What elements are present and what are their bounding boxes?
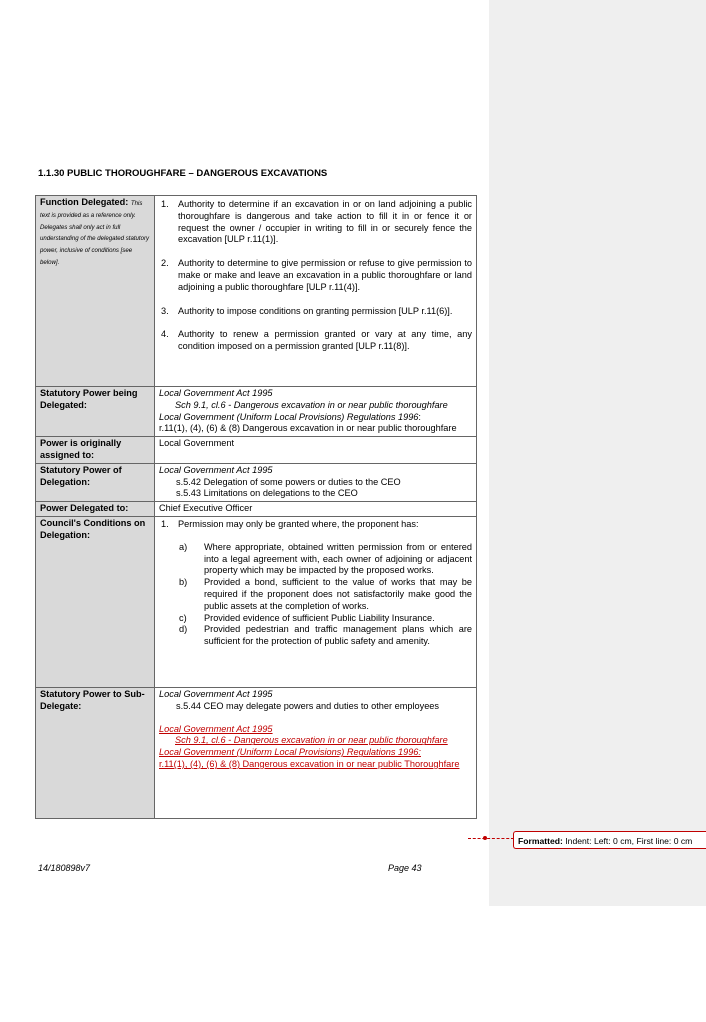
- act-name: Local Government Act 1995: [159, 464, 273, 475]
- balloon-text: Indent: Left: 0 cm, First line: 0 cm: [562, 836, 693, 846]
- list-item: c) Provided evidence of sufficient Public Liability Insurance.: [179, 612, 435, 623]
- statutory-power-label: Statutory Power being Delegated:: [36, 387, 155, 437]
- comment-pane: [489, 0, 706, 906]
- regulations-line: Local Government (Uniform Local Provisions) Regulations 1996:: [159, 411, 421, 422]
- conditions-intro: 1. Permission may only be granted where, the proponent has:: [161, 518, 419, 529]
- sub-delegate-label: Statutory Power to Sub-Delegate:: [36, 687, 155, 818]
- act-name: Local Government Act 1995: [159, 688, 273, 699]
- spacer: [159, 713, 472, 724]
- function-delegated-label: Function Delegated:: [40, 197, 129, 207]
- list-item: a) Where appropriate, obtained written permission from or entered into a legal agreement with, each owner of adjoining or adjacent property which may be impacted by the proposed works.: [179, 541, 472, 576]
- row-function-delegated: [36, 196, 477, 387]
- list-item: d) Provided pedestrian and traffic management plans which are sufficient for the protection of public safety and amenity.: [179, 624, 472, 647]
- tracked-regulations: Local Government (Uniform Local Provisions) Regulations 1996:: [159, 747, 421, 758]
- row-conditions: [36, 516, 477, 687]
- row-statutory-power: [36, 387, 477, 437]
- comment-connector: [468, 838, 514, 839]
- sub-delegate-value: [155, 687, 477, 818]
- section-ref: s.5.43 Limitations on delegations to the CEO: [176, 488, 358, 499]
- row-sub-delegate: [36, 687, 477, 818]
- delegated-to-label: Power Delegated to:: [36, 502, 155, 517]
- originally-assigned-value: Local Government: [155, 437, 477, 464]
- row-power-of-delegation: [36, 463, 477, 501]
- authority-list: [159, 199, 472, 353]
- list-item: 2. Authority to determine to give permission or refuse to give permission to make or make and leave an excavation in a public thoroughfare or land adjoining a public thoroughfare [ULP r.11(4)].: [161, 258, 472, 292]
- label-cell: [36, 196, 155, 387]
- format-change-balloon[interactable]: [513, 831, 706, 849]
- statutory-power-value: [155, 387, 477, 437]
- conditions-label: Council's Conditions on Delegation:: [36, 516, 155, 687]
- schedule-clause: Sch 9.1, cl.6 - Dangerous excavation in or near public thoroughfare: [175, 399, 448, 410]
- delegation-table: [35, 195, 477, 819]
- document-reference: 14/180898v7: [38, 863, 91, 873]
- tracked-schedule-clause: Sch 9.1, cl.6 - Dangerous excavation in or near public thoroughfare: [175, 735, 448, 746]
- row-delegated-to: [36, 502, 477, 517]
- list-item: 4. Authority to renew a permission granted or vary at any time, any condition imposed on a permission granted [ULP r.11(8)].: [161, 329, 472, 352]
- conditions-list: [159, 542, 472, 648]
- power-of-delegation-label: Statutory Power of Delegation:: [36, 463, 155, 501]
- act-name: Local Government Act 1995: [159, 388, 273, 398]
- row-originally-assigned: [36, 437, 477, 464]
- originally-assigned-label: Power is originally assigned to:: [36, 437, 155, 464]
- section-ref: s.5.42 Delegation of some powers or duties to the CEO: [176, 476, 401, 487]
- list-item: 1. Authority to determine if an excavation in or on land adjoining a public thoroughfare is dangerous and take action to fill it in or fence it or request the owner / occupier in writing to fill in or securely fence the excavation [ULP r.11(1)].: [161, 199, 472, 245]
- power-of-delegation-value: [155, 463, 477, 501]
- conditions-value: [155, 516, 477, 687]
- section-ref: s.5.44 CEO may delegate powers and duties to other employees: [176, 700, 440, 711]
- page-number: Page 43: [388, 863, 422, 873]
- function-delegated-value: [155, 196, 477, 387]
- reference-note: This text is provided as a reference only. Delegates shall only act in full understanding of the delegated statutory power, inclusive of conditions [see below].: [40, 200, 150, 266]
- list-item: b) Provided a bond, sufficient to the value of works that may be required if the proponent does not satisfactorily make good the public assets at the completion of works.: [179, 577, 472, 611]
- tracked-regulation-detail: r.11(1), (4), (6) & (8) Dangerous excavation in or near public Thoroughfare: [159, 758, 460, 769]
- comment-anchor-icon: [483, 836, 487, 840]
- delegated-to-value: Chief Executive Officer: [155, 502, 477, 517]
- list-item: 3. Authority to impose conditions on granting permission [ULP r.11(6)].: [161, 305, 453, 316]
- balloon-label: Formatted:: [518, 836, 563, 846]
- regulation-detail: r.11(1), (4), (6) & (8) Dangerous excavation in or near public thoroughfare: [159, 423, 457, 434]
- tracked-act-name: Local Government Act 1995: [159, 723, 273, 734]
- section-heading: 1.1.30 PUBLIC THOROUGHFARE – DANGEROUS EXCAVATIONS: [38, 168, 328, 179]
